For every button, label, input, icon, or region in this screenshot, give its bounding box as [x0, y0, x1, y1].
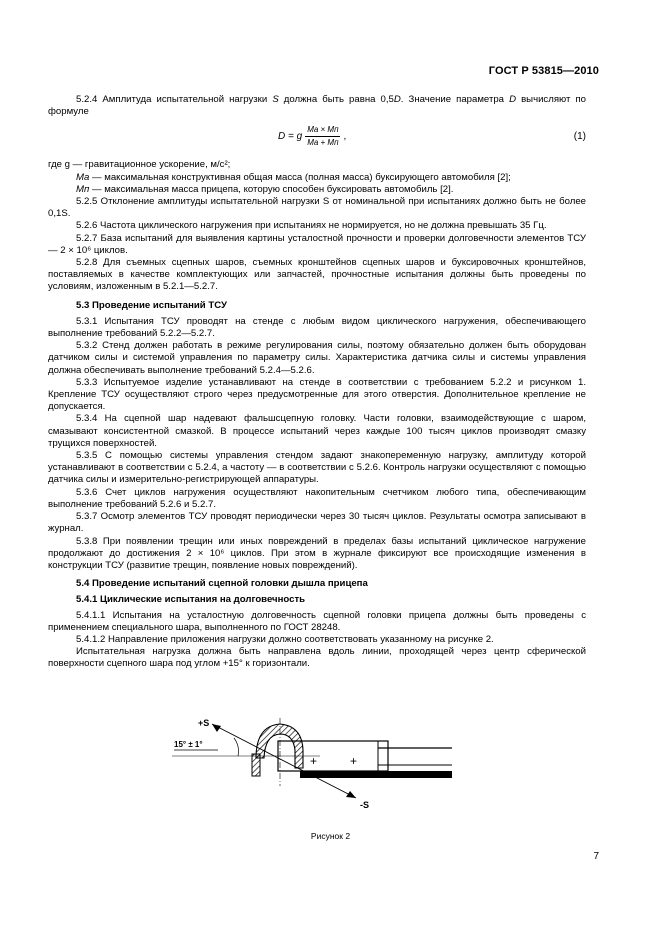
paragraph-5-2-4: 5.2.4 Амплитуда испытательной нагрузки S должна быть равна 0,5D. Значение параметра D вычисляют по формуле [48, 94, 586, 118]
section-title-5-3: 5.3 Проведение испытаний ТСУ [76, 299, 227, 311]
arrow-minus-s [346, 791, 356, 798]
paragraph-5-2-7: 5.2.7 База испытаний для выявления картины усталостной прочности и проверки долговечности элементов ТСУ — 2 × 10⁶ циклов. [48, 232, 586, 256]
load-line [212, 724, 356, 798]
paragraph-5-3-3: 5.3.3 Испытуемое изделие устанавливают на стенде в соответствии с требованием 5.2.2 и рисунком 1. Крепление ТСУ осуществляют строго через предусмотренные для этого отверстия. Дополнительное крепление не допускается. [48, 376, 586, 413]
figure-caption: Рисунок 2 [310, 831, 351, 841]
subsection-title-5-4-1: 5.4.1 Циклические испытания на долговечность [76, 594, 306, 606]
page-number: 7 [593, 851, 599, 862]
paragraph-5-4-1-1: 5.4.1.1 Испытания на усталостную долговечность сцепной головки прицепа должны быть проведены с применением специального шара, выполненного по ГОСТ 28248. [48, 609, 586, 633]
paragraph-5-3-5: 5.3.5 С помощью системы управления стендом задают знакопеременную нагрузку, амплитуду которой устанавливают в соответствии с 5.2.4, а частоту — в соответствии с 5.2.6. Контроль нагрузки осуществляют с помощью датчика силы и измерительно-регистрирующей аппаратуры. [48, 450, 586, 486]
formula-denominator: Mа + Mп [307, 138, 339, 148]
formula-fraction [305, 125, 340, 148]
section-title-5-4: 5.4 Проведение испытаний сцепной головки дышла прицепа [76, 578, 368, 590]
paragraph-5-3-6: 5.3.6 Счет циклов нагружения осуществляют накопительным счетчиком любого типа, обеспечивающим выполнение требований 5.2.6 и 5.2.7. [48, 486, 586, 510]
drawbar-rod [300, 771, 452, 778]
formula-numerator: Mа × Mп [305, 125, 340, 137]
definition-ma: Mа — максимальная конструктивная общая масса (полная масса) буксирующего автомобиля [2]; [76, 171, 511, 183]
document-body [48, 94, 586, 671]
angle-arc [234, 738, 239, 756]
formula-tail: , [343, 130, 347, 142]
formula-expression [278, 125, 346, 148]
equation-number: (1) [573, 131, 586, 143]
paragraph-5-3-8: 5.3.8 При появлении трещин или иных повреждений в пределах базы испытаний циклическое нагружение продолжают до достижения 2 × 10⁶ циклов. При этом в журнале фиксируют все происходящие изменения в конструкции ТСУ (развитие трещин, появление новых повреждений). [48, 535, 586, 571]
coupling-head-hatched [256, 724, 303, 768]
definition-g: где g — гравитационное ускорение, м/с²; [48, 159, 231, 171]
coupling-lip [252, 754, 260, 776]
paragraph-5-2-8: 5.2.8 Для съемных сцепных шаров, съемных кронштейнов сцепных шаров и буксировочных кронштейнов, поставляемых в качестве комплектующих или запчастей, прочностные испытания должны быть проведены по условиям, изложенным в 5.2.1—5.2.7. [48, 257, 586, 293]
label-minus-s: -S [360, 800, 369, 810]
formula-lhs: D = g [278, 130, 303, 142]
paragraph-5-3-7: 5.3.7 Осмотр элементов ТСУ проводят периодически через 30 тысяч циклов. Результаты осмотра записывают в журнал. [48, 511, 586, 535]
paragraph-5-3-2: 5.3.2 Стенд должен работать в режиме регулирования силы, поэтому обязательно должен быть оборудован датчиком силы и системой управления по параметру силы. Характеристика датчика силы и системы управления должна обеспечивать выполнение требований 5.2.4—5.2.6. [48, 340, 586, 376]
formula-1 [48, 121, 586, 157]
arrow-plus-s [212, 724, 221, 732]
document-header: ГОСТ Р 53815—2010 [488, 65, 599, 77]
definition-mp: Mп — максимальная масса прицепа, которую способен буксировать автомобиль [2]. [76, 183, 454, 195]
figure-2-drawing [160, 718, 460, 813]
paragraph-5-3-1: 5.3.1 Испытания ТСУ проводят на стенде с любым видом циклического нагружения, обеспечивающего выполнение требований 5.2.2—5.2.7. [48, 315, 586, 340]
label-plus-s: +S [198, 718, 210, 728]
label-plus-2: + [350, 754, 358, 768]
paragraph-load-direction: Испытательная нагрузка должна быть направлена вдоль линии, проходящей через центр сферической поверхности сцепного шара под углом +15° к горизонтали. [48, 646, 586, 670]
paragraph-5-2-5: 5.2.5 Отклонение амплитуды испытательной нагрузки S от номинальной при испытаниях должно быть не более 0,1S. [48, 196, 586, 220]
label-angle: 15° ± 1° [174, 740, 203, 749]
paragraph-5-4-1-2: 5.4.1.2 Направление приложения нагрузки должно соответствовать указанному на рисунке 2. [76, 633, 494, 645]
paragraph-5-3-4: 5.3.4 На сцепной шар надевают фальшсцепную головку. Части головки, взаимодействующие с шаром, смазывают консистентной смазкой. В процессе испытаний через каждые 100 тысяч циклов производят смазку трущихся поверхностей. [48, 413, 586, 449]
label-plus-1: + [310, 754, 318, 768]
paragraph-5-2-6: 5.2.6 Частота циклического нагружения при испытаниях не нормируется, но не должна превышать 35 Гц. [76, 220, 547, 232]
